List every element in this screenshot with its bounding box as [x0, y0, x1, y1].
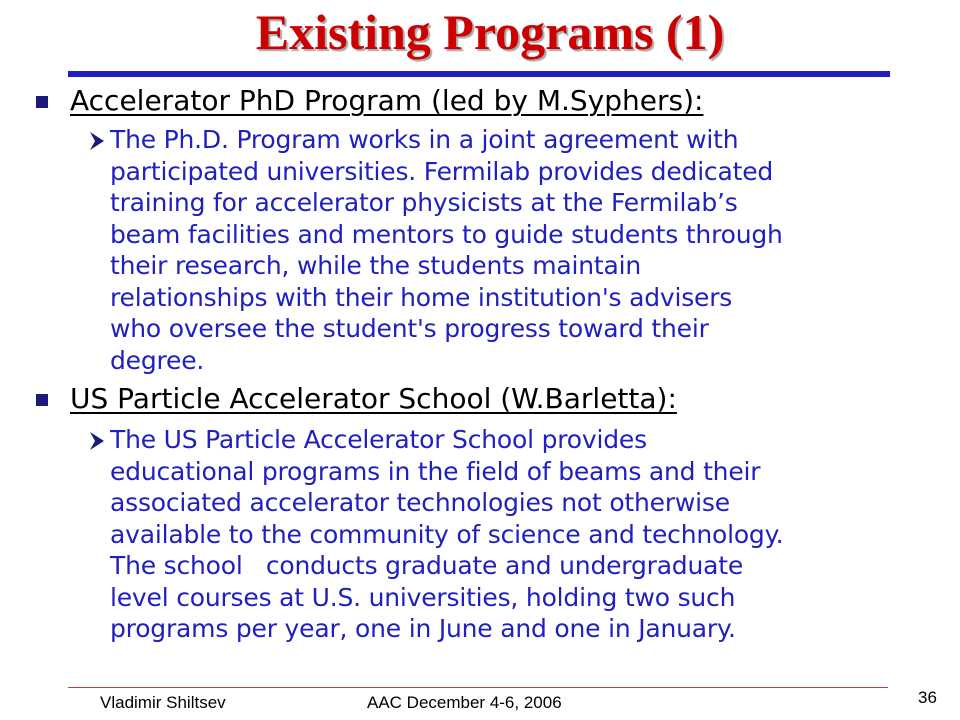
- arrow-bullet-icon: [88, 424, 110, 461]
- text-line: relationships with their home institution's advisers: [110, 282, 733, 312]
- text-line: The school conducts graduate and undergraduate: [110, 551, 744, 580]
- text-line: associated accelerator technologies not otherwise: [110, 488, 730, 517]
- bullet-heading: Accelerator PhD Program (led by M.Syphers):: [70, 84, 704, 117]
- text-line: training for accelerator physicists at the Fermilab’s: [110, 188, 738, 217]
- text-line: degree.: [110, 345, 205, 375]
- slide-title: Existing Programs (1): [255, 4, 725, 60]
- text-line: educational programs in the field of beams and their: [110, 456, 761, 486]
- sub-bullet-text: [110, 124, 930, 376]
- text-line: participated universities. Fermilab provides dedicated: [110, 156, 774, 186]
- text-line: their research, while the students maintain: [110, 251, 642, 280]
- text-line: who oversee the student's progress toward their: [110, 314, 709, 343]
- bullet-square-icon: [36, 96, 48, 108]
- text-line: The US Particle Accelerator School provides: [110, 425, 647, 454]
- page-number: 36: [918, 688, 937, 707]
- bullet-square-icon: [36, 394, 48, 406]
- bullet-phd-program: [36, 84, 703, 118]
- footer-author: Vladimir Shiltsev: [100, 693, 226, 712]
- bullet-heading: US Particle Accelerator School (W.Barletta):: [70, 382, 677, 415]
- sub-bullet-uspas-description: [88, 424, 930, 645]
- text-line: beam facilities and mentors to guide students through: [110, 219, 783, 249]
- title-underline-rule: [68, 71, 890, 77]
- bullet-uspas: [36, 382, 677, 416]
- text-line: programs per year, one in June and one in January.: [110, 614, 736, 643]
- sub-bullet-phd-description: [88, 124, 930, 376]
- footer-rule: [68, 687, 888, 688]
- footer-event: AAC December 4-6, 2006: [367, 693, 562, 712]
- arrow-bullet-icon: [88, 124, 110, 161]
- text-line: available to the community of science and technology.: [110, 519, 784, 549]
- text-line: level courses at U.S. universities, holding two such: [110, 582, 736, 612]
- text-line: The Ph.D. Program works in a joint agreement with: [110, 125, 739, 154]
- sub-bullet-text: [110, 424, 930, 645]
